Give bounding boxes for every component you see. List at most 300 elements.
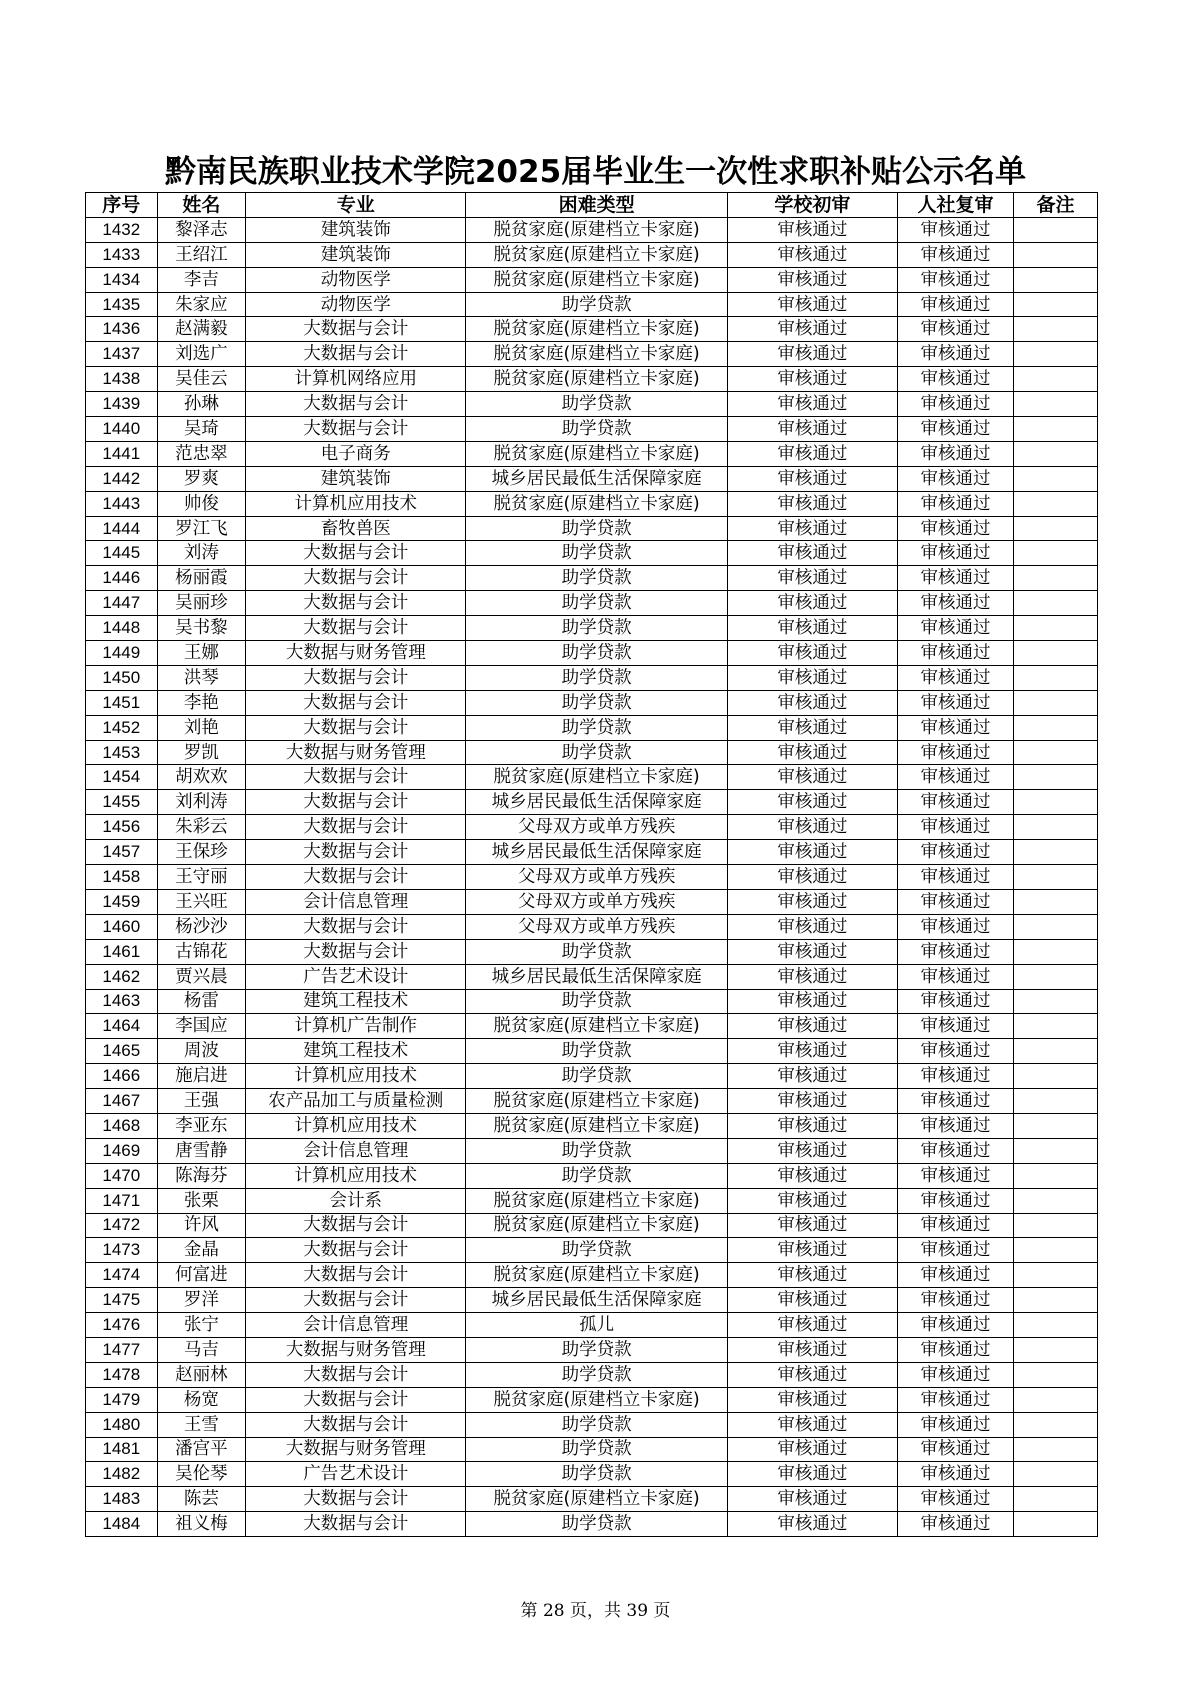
name-cell: 李吉 (157, 267, 246, 292)
school-review-cell: 审核通过 (727, 317, 897, 342)
hr-review-cell: 审核通过 (898, 889, 1014, 914)
table-row (86, 665, 1098, 690)
hardship-type-cell: 助学贷款 (466, 690, 727, 715)
remarks-cell (1013, 516, 1097, 541)
hr-review-cell: 审核通过 (898, 840, 1014, 865)
name-cell: 祖义梅 (157, 1512, 246, 1537)
name-cell: 吴书黎 (157, 616, 246, 641)
name-cell: 吴丽珍 (157, 591, 246, 616)
table-body (86, 217, 1098, 1536)
hr-review-cell: 审核通过 (898, 1163, 1014, 1188)
hr-review-cell: 审核通过 (898, 1014, 1014, 1039)
seq-cell: 1438 (86, 367, 158, 392)
table-row (86, 491, 1098, 516)
hr-review-cell: 审核通过 (898, 1337, 1014, 1362)
table-row (86, 566, 1098, 591)
remarks-cell (1013, 790, 1097, 815)
seq-cell: 1441 (86, 441, 158, 466)
remarks-cell (1013, 765, 1097, 790)
hardship-type-cell: 脱贫家庭(原建档立卡家庭) (466, 1113, 727, 1138)
school-review-cell: 审核通过 (727, 1337, 897, 1362)
school-review-cell: 审核通过 (727, 441, 897, 466)
remarks-cell (1013, 1288, 1097, 1313)
table-row (86, 342, 1098, 367)
school-review-cell: 审核通过 (727, 417, 897, 442)
remarks-cell (1013, 1263, 1097, 1288)
remarks-cell (1013, 1014, 1097, 1039)
remarks-cell (1013, 466, 1097, 491)
hardship-type-cell: 助学贷款 (466, 1362, 727, 1387)
table-row (86, 840, 1098, 865)
table-row (86, 1337, 1098, 1362)
seq-cell: 1445 (86, 541, 158, 566)
hardship-type-cell: 助学贷款 (466, 1412, 727, 1437)
remarks-cell (1013, 217, 1097, 242)
hardship-type-cell: 脱贫家庭(原建档立卡家庭) (466, 1387, 727, 1412)
hardship-type-cell: 父母双方或单方残疾 (466, 815, 727, 840)
seq-cell: 1484 (86, 1512, 158, 1537)
seq-cell: 1449 (86, 641, 158, 666)
hr-review-cell: 审核通过 (898, 417, 1014, 442)
table-row (86, 1213, 1098, 1238)
table-row (86, 417, 1098, 442)
hr-review-cell: 审核通过 (898, 1213, 1014, 1238)
school-review-cell: 审核通过 (727, 1512, 897, 1537)
table-row (86, 392, 1098, 417)
seq-cell: 1456 (86, 815, 158, 840)
col-header-hr-review: 人社复审 (898, 193, 1014, 218)
seq-cell: 1443 (86, 491, 158, 516)
hr-review-cell: 审核通过 (898, 1238, 1014, 1263)
major-cell: 大数据与会计 (246, 616, 466, 641)
name-cell: 古锦花 (157, 939, 246, 964)
major-cell: 大数据与会计 (246, 317, 466, 342)
hr-review-cell: 审核通过 (898, 1089, 1014, 1114)
remarks-cell (1013, 491, 1097, 516)
name-cell: 马吉 (157, 1337, 246, 1362)
hr-review-cell: 审核通过 (898, 1512, 1014, 1537)
school-review-cell: 审核通过 (727, 964, 897, 989)
table-row (86, 765, 1098, 790)
school-review-cell: 审核通过 (727, 1437, 897, 1462)
table-row (86, 889, 1098, 914)
hardship-type-cell: 脱贫家庭(原建档立卡家庭) (466, 317, 727, 342)
name-cell: 王娜 (157, 641, 246, 666)
table-row (86, 939, 1098, 964)
name-cell: 胡欢欢 (157, 765, 246, 790)
school-review-cell: 审核通过 (727, 242, 897, 267)
hardship-type-cell: 助学贷款 (466, 939, 727, 964)
major-cell: 大数据与会计 (246, 914, 466, 939)
school-review-cell: 审核通过 (727, 1313, 897, 1338)
major-cell: 会计信息管理 (246, 1138, 466, 1163)
hardship-type-cell: 脱贫家庭(原建档立卡家庭) (466, 441, 727, 466)
hardship-type-cell: 父母双方或单方残疾 (466, 914, 727, 939)
major-cell: 大数据与会计 (246, 815, 466, 840)
name-cell: 李亚东 (157, 1113, 246, 1138)
hr-review-cell: 审核通过 (898, 217, 1014, 242)
school-review-cell: 审核通过 (727, 616, 897, 641)
name-cell: 赵满毅 (157, 317, 246, 342)
hardship-type-cell: 城乡居民最低生活保障家庭 (466, 1288, 727, 1313)
name-cell: 杨丽霞 (157, 566, 246, 591)
major-cell: 大数据与会计 (246, 1487, 466, 1512)
seq-cell: 1474 (86, 1263, 158, 1288)
seq-cell: 1460 (86, 914, 158, 939)
major-cell: 建筑工程技术 (246, 1039, 466, 1064)
name-cell: 杨沙沙 (157, 914, 246, 939)
hr-review-cell: 审核通过 (898, 715, 1014, 740)
school-review-cell: 审核通过 (727, 292, 897, 317)
school-review-cell: 审核通过 (727, 1238, 897, 1263)
major-cell: 大数据与会计 (246, 939, 466, 964)
name-cell: 贾兴晨 (157, 964, 246, 989)
seq-cell: 1436 (86, 317, 158, 342)
hr-review-cell: 审核通过 (898, 392, 1014, 417)
school-review-cell: 审核通过 (727, 740, 897, 765)
major-cell: 计算机应用技术 (246, 1163, 466, 1188)
major-cell: 会计信息管理 (246, 1313, 466, 1338)
seq-cell: 1446 (86, 566, 158, 591)
major-cell: 计算机应用技术 (246, 1064, 466, 1089)
hardship-type-cell: 助学贷款 (466, 665, 727, 690)
hr-review-cell: 审核通过 (898, 491, 1014, 516)
hr-review-cell: 审核通过 (898, 242, 1014, 267)
seq-cell: 1476 (86, 1313, 158, 1338)
seq-cell: 1453 (86, 740, 158, 765)
name-cell: 孙琳 (157, 392, 246, 417)
table-row (86, 865, 1098, 890)
table-row (86, 715, 1098, 740)
major-cell: 大数据与会计 (246, 591, 466, 616)
hr-review-cell: 审核通过 (898, 865, 1014, 890)
hr-review-cell: 审核通过 (898, 740, 1014, 765)
seq-cell: 1447 (86, 591, 158, 616)
col-header-remarks: 备注 (1013, 193, 1097, 218)
name-cell: 洪琴 (157, 665, 246, 690)
major-cell: 农产品加工与质量检测 (246, 1089, 466, 1114)
seq-cell: 1448 (86, 616, 158, 641)
remarks-cell (1013, 865, 1097, 890)
seq-cell: 1462 (86, 964, 158, 989)
seq-cell: 1475 (86, 1288, 158, 1313)
school-review-cell: 审核通过 (727, 566, 897, 591)
name-cell: 范忠翠 (157, 441, 246, 466)
table-row (86, 690, 1098, 715)
remarks-cell (1013, 392, 1097, 417)
name-cell: 王雪 (157, 1412, 246, 1437)
hr-review-cell: 审核通过 (898, 566, 1014, 591)
school-review-cell: 审核通过 (727, 1263, 897, 1288)
name-cell: 罗爽 (157, 466, 246, 491)
school-review-cell: 审核通过 (727, 267, 897, 292)
name-cell: 金晶 (157, 1238, 246, 1263)
name-cell: 王绍江 (157, 242, 246, 267)
major-cell: 大数据与会计 (246, 566, 466, 591)
hr-review-cell: 审核通过 (898, 815, 1014, 840)
table-row (86, 1462, 1098, 1487)
hardship-type-cell: 助学贷款 (466, 392, 727, 417)
table-row (86, 914, 1098, 939)
major-cell: 会计系 (246, 1188, 466, 1213)
table-row (86, 989, 1098, 1014)
hr-review-cell: 审核通过 (898, 1487, 1014, 1512)
name-cell: 罗江飞 (157, 516, 246, 541)
table-row (86, 964, 1098, 989)
remarks-cell (1013, 566, 1097, 591)
name-cell: 吴琦 (157, 417, 246, 442)
school-review-cell: 审核通过 (727, 541, 897, 566)
remarks-cell (1013, 1188, 1097, 1213)
major-cell: 大数据与会计 (246, 790, 466, 815)
remarks-cell (1013, 641, 1097, 666)
school-review-cell: 审核通过 (727, 1039, 897, 1064)
school-review-cell: 审核通过 (727, 1089, 897, 1114)
hr-review-cell: 审核通过 (898, 964, 1014, 989)
hr-review-cell: 审核通过 (898, 1462, 1014, 1487)
table-row (86, 1064, 1098, 1089)
table-row (86, 367, 1098, 392)
school-review-cell: 审核通过 (727, 1113, 897, 1138)
seq-cell: 1444 (86, 516, 158, 541)
school-review-cell: 审核通过 (727, 392, 897, 417)
school-review-cell: 审核通过 (727, 1014, 897, 1039)
seq-cell: 1478 (86, 1362, 158, 1387)
seq-cell: 1470 (86, 1163, 158, 1188)
applicant-table (85, 192, 1098, 1537)
hardship-type-cell: 助学贷款 (466, 417, 727, 442)
hr-review-cell: 审核通过 (898, 790, 1014, 815)
seq-cell: 1432 (86, 217, 158, 242)
hardship-type-cell: 助学贷款 (466, 989, 727, 1014)
remarks-cell (1013, 1437, 1097, 1462)
name-cell: 王兴旺 (157, 889, 246, 914)
remarks-cell (1013, 616, 1097, 641)
hr-review-cell: 审核通过 (898, 1362, 1014, 1387)
major-cell: 电子商务 (246, 441, 466, 466)
hardship-type-cell: 脱贫家庭(原建档立卡家庭) (466, 765, 727, 790)
table-row (86, 1113, 1098, 1138)
major-cell: 大数据与会计 (246, 865, 466, 890)
seq-cell: 1452 (86, 715, 158, 740)
school-review-cell: 审核通过 (727, 865, 897, 890)
major-cell: 动物医学 (246, 267, 466, 292)
seq-cell: 1451 (86, 690, 158, 715)
seq-cell: 1464 (86, 1014, 158, 1039)
table-row (86, 516, 1098, 541)
major-cell: 大数据与会计 (246, 665, 466, 690)
table-row (86, 591, 1098, 616)
name-cell: 杨宽 (157, 1387, 246, 1412)
hardship-type-cell: 脱贫家庭(原建档立卡家庭) (466, 217, 727, 242)
table-row (86, 1288, 1098, 1313)
hr-review-cell: 审核通过 (898, 690, 1014, 715)
major-cell: 大数据与会计 (246, 1512, 466, 1537)
remarks-cell (1013, 591, 1097, 616)
remarks-cell (1013, 1213, 1097, 1238)
school-review-cell: 审核通过 (727, 491, 897, 516)
seq-cell: 1473 (86, 1238, 158, 1263)
major-cell: 大数据与会计 (246, 417, 466, 442)
hr-review-cell: 审核通过 (898, 1412, 1014, 1437)
major-cell: 大数据与会计 (246, 1412, 466, 1437)
seq-cell: 1479 (86, 1387, 158, 1412)
col-header-hardship-type: 困难类型 (466, 193, 727, 218)
remarks-cell (1013, 1412, 1097, 1437)
hardship-type-cell: 城乡居民最低生活保障家庭 (466, 964, 727, 989)
hardship-type-cell: 父母双方或单方残疾 (466, 889, 727, 914)
school-review-cell: 审核通过 (727, 1064, 897, 1089)
hr-review-cell: 审核通过 (898, 342, 1014, 367)
seq-cell: 1480 (86, 1412, 158, 1437)
seq-cell: 1472 (86, 1213, 158, 1238)
major-cell: 大数据与会计 (246, 1288, 466, 1313)
school-review-cell: 审核通过 (727, 989, 897, 1014)
hardship-type-cell: 助学贷款 (466, 616, 727, 641)
major-cell: 大数据与会计 (246, 392, 466, 417)
name-cell: 王守丽 (157, 865, 246, 890)
table-row (86, 815, 1098, 840)
remarks-cell (1013, 1064, 1097, 1089)
seq-cell: 1435 (86, 292, 158, 317)
name-cell: 帅俊 (157, 491, 246, 516)
remarks-cell (1013, 939, 1097, 964)
remarks-cell (1013, 665, 1097, 690)
remarks-cell (1013, 690, 1097, 715)
seq-cell: 1458 (86, 865, 158, 890)
remarks-cell (1013, 1487, 1097, 1512)
hardship-type-cell: 脱贫家庭(原建档立卡家庭) (466, 267, 727, 292)
school-review-cell: 审核通过 (727, 765, 897, 790)
seq-cell: 1459 (86, 889, 158, 914)
remarks-cell (1013, 267, 1097, 292)
seq-cell: 1468 (86, 1113, 158, 1138)
major-cell: 计算机网络应用 (246, 367, 466, 392)
major-cell: 建筑装饰 (246, 242, 466, 267)
school-review-cell: 审核通过 (727, 1387, 897, 1412)
table-row (86, 1188, 1098, 1213)
table-row (86, 1362, 1098, 1387)
seq-cell: 1455 (86, 790, 158, 815)
name-cell: 吴佳云 (157, 367, 246, 392)
hardship-type-cell: 脱贫家庭(原建档立卡家庭) (466, 491, 727, 516)
hardship-type-cell: 脱贫家庭(原建档立卡家庭) (466, 1188, 727, 1213)
hr-review-cell: 审核通过 (898, 317, 1014, 342)
seq-cell: 1477 (86, 1337, 158, 1362)
name-cell: 刘涛 (157, 541, 246, 566)
hr-review-cell: 审核通过 (898, 516, 1014, 541)
remarks-cell (1013, 1337, 1097, 1362)
major-cell: 大数据与会计 (246, 690, 466, 715)
hardship-type-cell: 脱贫家庭(原建档立卡家庭) (466, 342, 727, 367)
seq-cell: 1450 (86, 665, 158, 690)
hardship-type-cell: 助学贷款 (466, 591, 727, 616)
hardship-type-cell: 助学贷款 (466, 541, 727, 566)
major-cell: 大数据与财务管理 (246, 1437, 466, 1462)
hr-review-cell: 审核通过 (898, 292, 1014, 317)
major-cell: 大数据与会计 (246, 715, 466, 740)
hardship-type-cell: 助学贷款 (466, 1039, 727, 1064)
name-cell: 刘利涛 (157, 790, 246, 815)
major-cell: 建筑装饰 (246, 466, 466, 491)
hr-review-cell: 审核通过 (898, 466, 1014, 491)
col-header-name: 姓名 (157, 193, 246, 218)
hardship-type-cell: 助学贷款 (466, 740, 727, 765)
hr-review-cell: 审核通过 (898, 1064, 1014, 1089)
hardship-type-cell: 脱贫家庭(原建档立卡家庭) (466, 1487, 727, 1512)
table-row (86, 1089, 1098, 1114)
name-cell: 黎泽志 (157, 217, 246, 242)
hardship-type-cell: 脱贫家庭(原建档立卡家庭) (466, 1213, 727, 1238)
hardship-type-cell: 助学贷款 (466, 1462, 727, 1487)
hardship-type-cell: 助学贷款 (466, 641, 727, 666)
remarks-cell (1013, 1138, 1097, 1163)
remarks-cell (1013, 715, 1097, 740)
table-row (86, 441, 1098, 466)
page-footer: 第 28 页，共 39 页 (520, 1601, 671, 1621)
seq-cell: 1440 (86, 417, 158, 442)
hardship-type-cell: 脱贫家庭(原建档立卡家庭) (466, 367, 727, 392)
major-cell: 建筑工程技术 (246, 989, 466, 1014)
remarks-cell (1013, 292, 1097, 317)
name-cell: 李艳 (157, 690, 246, 715)
remarks-cell (1013, 1387, 1097, 1412)
seq-cell: 1467 (86, 1089, 158, 1114)
remarks-cell (1013, 1039, 1097, 1064)
table-row (86, 790, 1098, 815)
col-header-school-review: 学校初审 (727, 193, 897, 218)
name-cell: 张宁 (157, 1313, 246, 1338)
remarks-cell (1013, 317, 1097, 342)
remarks-cell (1013, 989, 1097, 1014)
hardship-type-cell: 助学贷款 (466, 1437, 727, 1462)
name-cell: 刘艳 (157, 715, 246, 740)
hr-review-cell: 审核通过 (898, 616, 1014, 641)
seq-cell: 1463 (86, 989, 158, 1014)
table-row (86, 1014, 1098, 1039)
remarks-cell (1013, 242, 1097, 267)
hardship-type-cell: 孤儿 (466, 1313, 727, 1338)
hr-review-cell: 审核通过 (898, 367, 1014, 392)
major-cell: 建筑装饰 (246, 217, 466, 242)
name-cell: 何富进 (157, 1263, 246, 1288)
name-cell: 周波 (157, 1039, 246, 1064)
name-cell: 唐雪静 (157, 1138, 246, 1163)
major-cell: 大数据与会计 (246, 1238, 466, 1263)
name-cell: 罗洋 (157, 1288, 246, 1313)
school-review-cell: 审核通过 (727, 790, 897, 815)
major-cell: 计算机应用技术 (246, 491, 466, 516)
hr-review-cell: 审核通过 (898, 267, 1014, 292)
name-cell: 朱彩云 (157, 815, 246, 840)
hardship-type-cell: 助学贷款 (466, 292, 727, 317)
name-cell: 李国应 (157, 1014, 246, 1039)
school-review-cell: 审核通过 (727, 1487, 897, 1512)
hr-review-cell: 审核通过 (898, 441, 1014, 466)
major-cell: 大数据与会计 (246, 1362, 466, 1387)
remarks-cell (1013, 1313, 1097, 1338)
hardship-type-cell: 父母双方或单方残疾 (466, 865, 727, 890)
school-review-cell: 审核通过 (727, 1362, 897, 1387)
remarks-cell (1013, 815, 1097, 840)
remarks-cell (1013, 1113, 1097, 1138)
hr-review-cell: 审核通过 (898, 989, 1014, 1014)
school-review-cell: 审核通过 (727, 367, 897, 392)
hardship-type-cell: 助学贷款 (466, 715, 727, 740)
remarks-cell (1013, 1362, 1097, 1387)
hr-review-cell: 审核通过 (898, 1437, 1014, 1462)
major-cell: 广告艺术设计 (246, 1462, 466, 1487)
